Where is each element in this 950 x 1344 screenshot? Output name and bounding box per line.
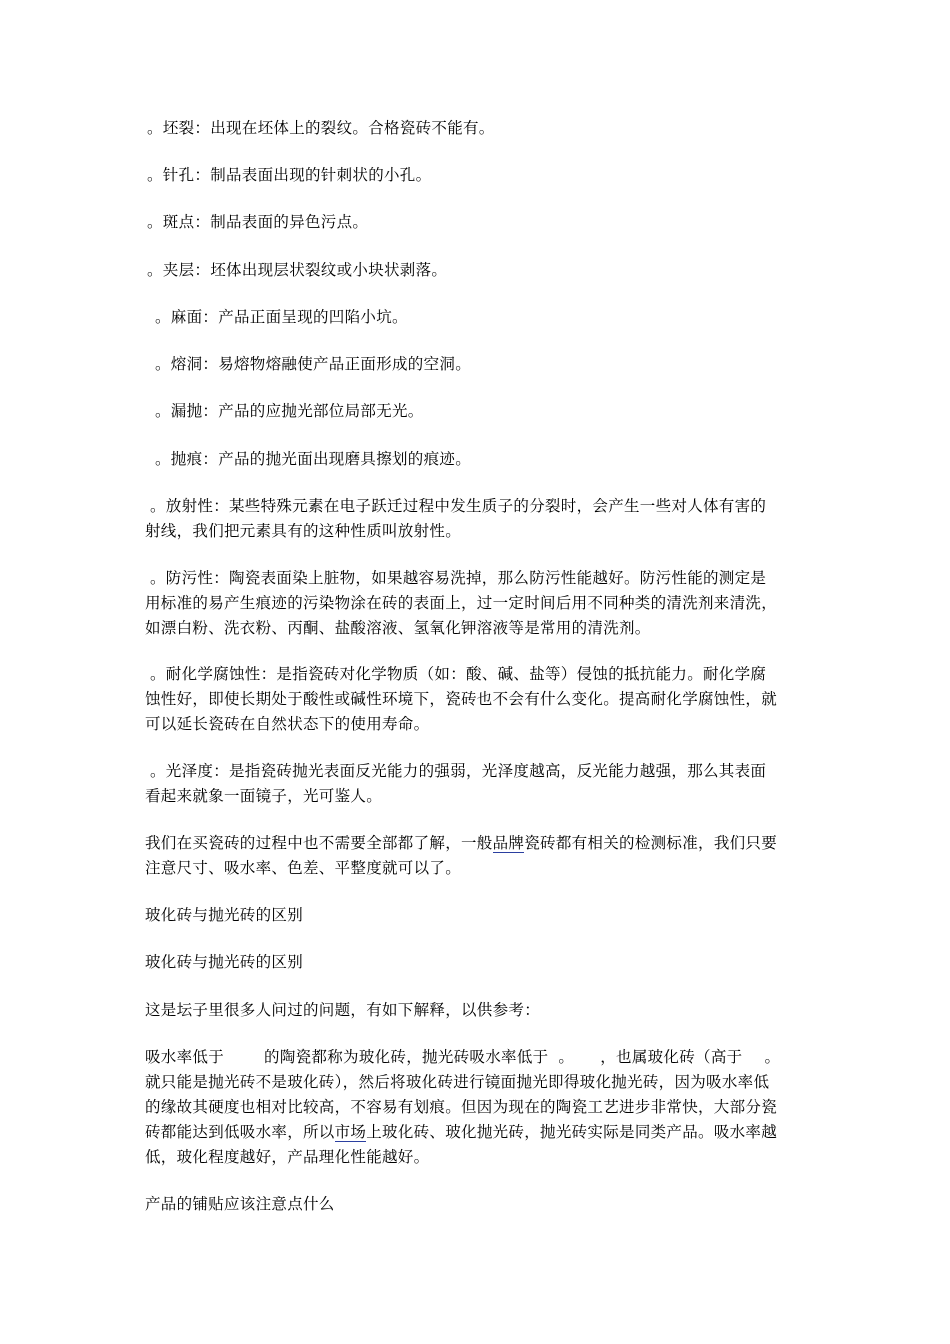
market-text-line <box>145 1120 777 1144</box>
brand-text-line <box>145 831 777 855</box>
text-segment: 。 <box>558 1048 575 1066</box>
text-segment: 。 <box>764 1048 781 1066</box>
market-link[interactable]: 市场 <box>334 1123 367 1141</box>
section-heading: 玻化砖与抛光砖的区别 <box>145 953 304 971</box>
text-line: 。耐化学腐蚀性：是指瓷砖对化学物质（如：酸、碱、盐等）侵蚀的抵抗能力。耐化学腐 <box>150 665 767 683</box>
text-line: 。夹层：坯体出现层状裂纹或小块状剥落。 <box>147 261 448 279</box>
text-line: 看起来就象一面镜子，光可鉴人。 <box>145 787 383 805</box>
text-line: 低，玻化程度越好，产品理化性能越好。 <box>145 1148 430 1166</box>
water-absorption-line <box>145 1045 780 1069</box>
text-line: 。防污性：陶瓷表面染上脏物，如果越容易洗掉，那么防污性能越好。防污性能的测定是 <box>150 569 767 587</box>
text-line: 射线，我们把元素具有的这种性质叫放射性。 <box>145 522 462 540</box>
text-line: 。放射性：某些特殊元素在电子跃迁过程中发生质子的分裂时，会产生一些对人体有害的 <box>150 497 767 515</box>
text-segment: 砖都能达到低吸水率，所以 <box>145 1123 335 1141</box>
section-heading: 产品的铺贴应该注意点什么 <box>145 1195 335 1213</box>
text-line: 。抛痕：产品的抛光面出现磨具擦划的痕迹。 <box>155 450 472 468</box>
text-segment: 的陶瓷都称为玻化砖，抛光砖吸水率低于 <box>264 1048 549 1066</box>
text-line: 注意尺寸、吸水率、色差、平整度就可以了。 <box>145 859 462 877</box>
section-heading: 玻化砖与抛光砖的区别 <box>145 906 304 924</box>
text-line: 可以延长瓷砖在自然状态下的使用寿命。 <box>145 715 430 733</box>
text-segment: ，也属玻化砖（高于 <box>600 1048 743 1066</box>
text-segment: 我们在买瓷砖的过程中也不需要全部都了解，一般 <box>145 834 493 852</box>
text-line: 。漏抛：产品的应抛光部位局部无光。 <box>155 402 424 420</box>
text-segment: 吸水率低于 <box>145 1048 225 1066</box>
text-line: 这是坛子里很多人问过的问题，有如下解释，以供参考： <box>145 1001 541 1019</box>
text-segment: 瓷砖都有相关的检测标准，我们只要 <box>524 834 778 852</box>
text-line: 如漂白粉、洗衣粉、丙酮、盐酸溶液、氢氧化钾溶液等是常用的清洗剂。 <box>145 619 651 637</box>
text-line: 。麻面：产品正面呈现的凹陷小坑。 <box>155 308 408 326</box>
text-line: 的缘故其硬度也相对比较高，不容易有划痕。但因为现在的陶瓷工艺进步非常快，大部分瓷 <box>145 1098 778 1116</box>
text-line: 。针孔：制品表面出现的针刺状的小孔。 <box>147 166 432 184</box>
text-line: 。斑点：制品表面的异色污点。 <box>147 213 369 231</box>
text-line: 用标准的易产生痕迹的污染物涂在砖的表面上，过一定时间后用不同种类的清洗剂来清洗， <box>145 594 778 612</box>
text-line: 。熔洞：易熔物熔融使产品正面形成的空洞。 <box>155 355 472 373</box>
text-line: 蚀性好，即使长期处于酸性或碱性环境下，瓷砖也不会有什么变化。提高耐化学腐蚀性，就 <box>145 690 778 708</box>
text-line: 就只能是抛光砖不是玻化砖），然后将玻化砖进行镜面抛光即得玻化抛光砖，因为吸水率低 <box>145 1073 770 1091</box>
text-line: 。光泽度：是指瓷砖抛光表面反光能力的强弱，光泽度越高，反光能力越强，那么其表面 <box>150 762 767 780</box>
text-segment: 上玻化砖、玻化抛光砖，抛光砖实际是同类产品。吸水率越 <box>366 1123 778 1141</box>
brand-link[interactable]: 品牌 <box>492 834 525 852</box>
text-line: 。坯裂：出现在坯体上的裂纹。合格瓷砖不能有。 <box>147 119 495 137</box>
